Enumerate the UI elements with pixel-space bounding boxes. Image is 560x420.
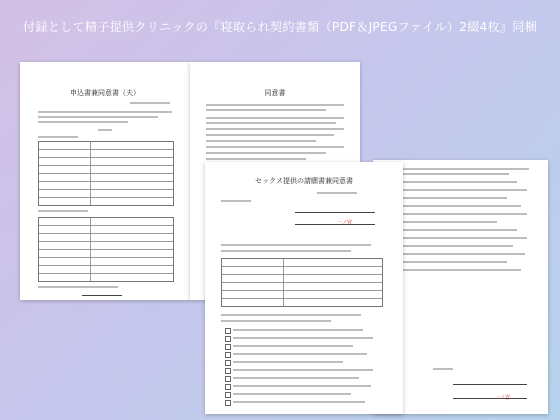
headline: 付録として精子提供クリニックの『寝取られ契約書類（PDF＆JPEGファイル）2綴4枚』同梱: [22, 19, 538, 34]
application-table-2: [38, 217, 174, 282]
application-form-page: [20, 62, 190, 300]
consent-form-title: 同意書: [264, 89, 286, 97]
contract-form-page: [205, 162, 403, 414]
application-table-1: [38, 141, 174, 206]
seal-stamp-bottom: 一ノ宮: [337, 220, 353, 226]
contract-form-title: セックス提供の請願書兼同意書: [255, 177, 353, 185]
contract-table: [221, 258, 383, 307]
seal-stamp-right: 一ノ宮: [495, 395, 511, 401]
application-form-title: 申込書兼同意書（夫）: [70, 89, 140, 97]
